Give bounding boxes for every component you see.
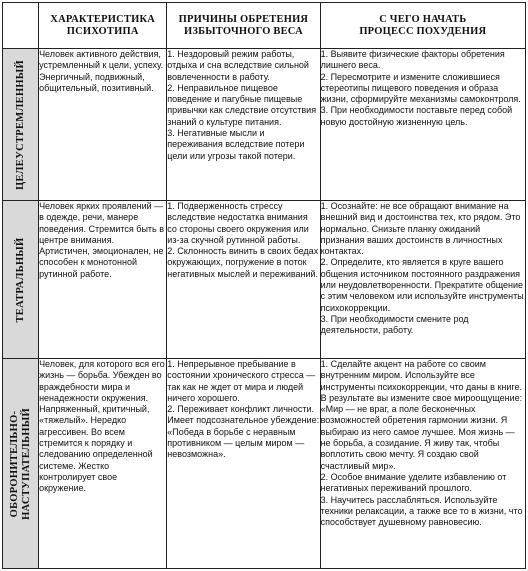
characteristic-cell: Человек, для которого вся его жизнь — борьба. Убежден во враждебности мира и ненадежности окружения. Напряженный, критичный, «тяжелый». Нередко агрессивен. Во всем стремится к порядку и следованию определенной системе. Жестко контролирует свое окружение. — [39, 359, 167, 569]
characteristic-cell: Человек активного действия, устремленный к цели, успеху. Энергичный, подвижный, общительный, позитивный. — [39, 49, 167, 201]
steps-cell: 1. Осознайте: не все обращают внимание на внешний вид и достоинства тех, кто рядом. Это нормально. Снизьте планку ожиданий признания ваших достоинств в личностных контактах. 2. Определите, кто является в круге вашего общения источником постоянного раздражения или неудовлетворенности. Прекратите общение с этим человеком или используйте инструменты психокоррекции. 3. При необходимости смените род деятельности, работу. — [320, 201, 525, 359]
steps-cell: 1. Сделайте акцент на работе со своим внутренним миром. Используйте все инструменты психокоррекции, что даны в книге. В результате вы измените свое мироощущение: «Мир — не враг, а поле бесконечных возможностей обретения гармонии жизни. Я выбираю из него самое лучшее. Моя жизнь — не борьба, а созидание. Я живу так, чтобы воплотить свою мечту. Я создаю свой счастливый мир». 2. Особое внимание уделите избавлению от негативных переживаний прошлого. 3. Научитесь расслабляться. Используйте техники релаксации, а также все то в жизни, что способствует душевному равновесию. — [320, 359, 525, 569]
header-causes: ПРИЧИНЫ ОБРЕТЕНИЯ ИЗБЫТОЧНОГО ВЕСА — [167, 3, 320, 49]
causes-cell: 1. Подверженность стрессу вследствие недостатка внимания со стороны своего окружения или из-за скучной рутинной работы. 2. Склонность винить в своих бедах окружающих, погружение в поток негативных мыслей и переживаний. — [167, 201, 320, 359]
table-row — [3, 359, 526, 569]
header-steps: С ЧЕГО НАЧАТЬ ПРОЦЕСС ПОХУДЕНИЯ — [320, 3, 525, 49]
causes-cell: 1. Непрерывное пребывание в состоянии хронического стресса — так как не ждет от мира и людей ничего хорошего. 2. Переживает конфликт личности. Имеет подсознательное убеждение: «Победа в борьбе с неравным противником — целым миром — невозможна». — [167, 359, 320, 569]
psychotype-table — [2, 2, 526, 569]
psychotype-label: ТЕАТРАЛЬНЫЙ — [14, 236, 26, 323]
psychotype-label-cell — [3, 201, 39, 359]
characteristic-cell: Человек ярких проявлений — в одежде, речи, манере поведения. Стремится быть в центре внимания. Артистичен, эмоционален, не способен к монотонной рутинной работе. — [39, 201, 167, 359]
causes-cell: 1. Нездоровый режим работы, отдыха и сна вследствие сильной вовлеченности в работу. 2. Неправильное пищевое поведение и пагубные пищевые привычки как следствие отсутствия знаний о культуре питания. 3. Негативные мысли и переживания вследствие потери цели или угрозы такой потери. — [167, 49, 320, 201]
corner-cell — [3, 3, 39, 49]
psychotype-label-cell — [3, 49, 39, 201]
psychotype-label-cell — [3, 359, 39, 569]
steps-cell: 1. Выявите физические факторы обретения лишнего веса. 2. Пересмотрите и измените сложившиеся стереотипы пищевого поведения и образа жизни, сформируйте механизмы самоконтроля. 3. При необходимости поставьте перед собой новую достойную жизненную цель. — [320, 49, 525, 201]
table-row — [3, 201, 526, 359]
psychotype-label: ОБОРОНИТЕЛЬНО- НАСТУПАТЕЛЬНЫЙ — [8, 407, 32, 520]
psychotype-label: ЦЕЛЕУСТРЕМЛЕННЫЙ — [14, 59, 26, 190]
header-characteristic: ХАРАКТЕРИСТИКА ПСИХОТИПА — [39, 3, 167, 49]
header-row — [3, 3, 526, 49]
table-row — [3, 49, 526, 201]
